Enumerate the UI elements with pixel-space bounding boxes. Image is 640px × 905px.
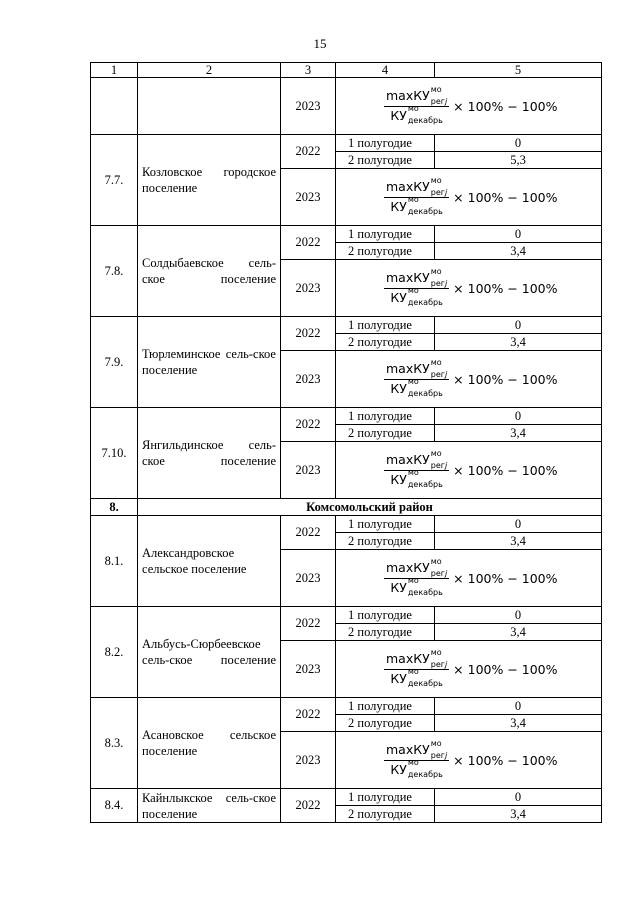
formula-fraction	[384, 266, 449, 307]
value-cell: 0	[435, 789, 602, 806]
row-number: 8.3.	[91, 698, 138, 789]
settlement-name: Кайнлыкское сель-ское поселение	[138, 789, 281, 823]
value-cell: 3,4	[435, 243, 602, 260]
year-cell: 2023	[281, 78, 336, 135]
header-col-2: 2	[138, 63, 281, 78]
table-row	[91, 789, 602, 806]
half-year-label: 1 полугодие	[336, 135, 435, 152]
formula-fraction	[384, 175, 449, 216]
formula	[384, 647, 558, 688]
row-number: 8.4.	[91, 789, 138, 823]
formula-tail: × 100% − 100%	[453, 189, 558, 205]
year-cell: 2022	[281, 408, 336, 442]
value-cell: 3,4	[435, 624, 602, 641]
table-row	[91, 135, 602, 152]
value-cell: 3,4	[435, 334, 602, 351]
formula-tail: × 100% − 100%	[453, 98, 558, 114]
half-year-label: 1 полугодие	[336, 408, 435, 425]
formula-cell	[336, 641, 602, 698]
formula-cell	[336, 260, 602, 317]
formula-cell	[336, 442, 602, 499]
formula-denominator: КУ мо декабрь	[390, 104, 443, 125]
settlement-name: Тюрлеминское сель-ское поселение	[138, 317, 281, 408]
formula	[384, 556, 558, 597]
half-year-label: 2 полугодие	[336, 334, 435, 351]
settlement-name: Асановское сельское поселение	[138, 698, 281, 789]
tariff-table	[90, 62, 602, 823]
header-col-3: 3	[281, 63, 336, 78]
header-col-4: 4	[336, 63, 435, 78]
formula	[384, 357, 558, 398]
half-year-label: 2 полугодие	[336, 243, 435, 260]
formula-tail: × 100% − 100%	[453, 462, 558, 478]
half-year-label: 1 полугодие	[336, 226, 435, 243]
value-cell: 0	[435, 317, 602, 334]
header-row	[91, 63, 602, 78]
formula-fraction	[384, 448, 449, 489]
formula-numerator: maxКУ мо регj	[386, 448, 448, 470]
value-cell: 3,4	[435, 533, 602, 550]
formula-denominator: КУ мо декабрь	[390, 667, 443, 688]
half-year-label: 1 полугодие	[336, 516, 435, 533]
value-cell: 0	[435, 698, 602, 715]
formula-cell	[336, 169, 602, 226]
year-cell: 2023	[281, 260, 336, 317]
formula-fraction	[384, 357, 449, 398]
year-cell: 2022	[281, 607, 336, 641]
formula-numerator: maxКУ мо регj	[386, 647, 448, 669]
settlement-name: Солдыбаевское сель-ское поселение	[138, 226, 281, 317]
year-cell: 2022	[281, 226, 336, 260]
year-cell: 2023	[281, 169, 336, 226]
formula-denominator: КУ мо декабрь	[390, 576, 443, 597]
header-col-1: 1	[91, 63, 138, 78]
table-row	[91, 607, 602, 624]
value-cell: 3,4	[435, 806, 602, 823]
half-year-label: 1 полугодие	[336, 789, 435, 806]
section-row	[91, 499, 602, 516]
table-row	[91, 408, 602, 425]
half-year-label: 2 полугодие	[336, 152, 435, 169]
row-number: 8.2.	[91, 607, 138, 698]
half-year-label: 1 полугодие	[336, 607, 435, 624]
year-cell: 2023	[281, 550, 336, 607]
half-year-label: 2 полугодие	[336, 425, 435, 442]
formula-denominator: КУ мо декабрь	[390, 377, 443, 398]
formula-cell	[336, 351, 602, 408]
formula	[384, 84, 558, 125]
year-cell: 2023	[281, 641, 336, 698]
section-title: Комсомольский район	[138, 499, 602, 516]
formula-numerator: maxКУ мо регj	[386, 175, 448, 197]
formula-tail: × 100% − 100%	[453, 570, 558, 586]
formula-cell	[336, 78, 602, 135]
formula-fraction	[384, 84, 449, 125]
half-year-label: 1 полугодие	[336, 698, 435, 715]
formula	[384, 448, 558, 489]
formula-numerator: maxКУ мо регj	[386, 738, 448, 760]
value-cell: 3,4	[435, 715, 602, 732]
year-cell: 2023	[281, 732, 336, 789]
settlement-name: Козловское городское поселение	[138, 135, 281, 226]
value-cell: 5,3	[435, 152, 602, 169]
year-cell: 2022	[281, 516, 336, 550]
value-cell: 0	[435, 226, 602, 243]
value-cell: 0	[435, 135, 602, 152]
formula-denominator: КУ мо декабрь	[390, 758, 443, 779]
formula-numerator: maxКУ мо регj	[386, 84, 448, 106]
row-number: 7.8.	[91, 226, 138, 317]
table-row	[91, 516, 602, 533]
formula-fraction	[384, 556, 449, 597]
formula-cell	[336, 732, 602, 789]
formula-tail: × 100% − 100%	[453, 371, 558, 387]
formula	[384, 175, 558, 216]
formula-denominator: КУ мо декабрь	[390, 468, 443, 489]
value-cell: 0	[435, 607, 602, 624]
value-cell: 0	[435, 516, 602, 533]
formula-numerator: maxКУ мо регj	[386, 556, 448, 578]
formula-cell	[336, 550, 602, 607]
section-number: 8.	[91, 499, 138, 516]
row-number: 7.9.	[91, 317, 138, 408]
half-year-label: 2 полугодие	[336, 533, 435, 550]
formula-tail: × 100% − 100%	[453, 752, 558, 768]
half-year-label: 2 полугодие	[336, 624, 435, 641]
row-number: 7.7.	[91, 135, 138, 226]
value-cell: 3,4	[435, 425, 602, 442]
formula-denominator: КУ мо декабрь	[390, 195, 443, 216]
formula-tail: × 100% − 100%	[453, 661, 558, 677]
half-year-label: 1 полугодие	[336, 317, 435, 334]
formula-tail: × 100% − 100%	[453, 280, 558, 296]
year-cell: 2022	[281, 789, 336, 823]
year-cell: 2022	[281, 698, 336, 732]
settlement-name: Альбусь-Сюрбеевское сель-ское поселение	[138, 607, 281, 698]
formula-denominator: КУ мо декабрь	[390, 286, 443, 307]
half-year-label: 2 полугодие	[336, 806, 435, 823]
year-cell: 2023	[281, 351, 336, 408]
row-number: 7.10.	[91, 408, 138, 499]
settlement-name: Янгильдинское сель-ское поселение	[138, 408, 281, 499]
year-cell: 2022	[281, 317, 336, 351]
table-row	[91, 226, 602, 243]
table-row	[91, 78, 602, 135]
formula	[384, 738, 558, 779]
page-number: 15	[313, 36, 327, 51]
formula-fraction	[384, 647, 449, 688]
table-row	[91, 317, 602, 334]
formula-numerator: maxКУ мо регj	[386, 266, 448, 288]
formula-numerator: maxКУ мо регj	[386, 357, 448, 379]
year-cell: 2023	[281, 442, 336, 499]
formula	[384, 266, 558, 307]
header-col-5: 5	[435, 63, 602, 78]
value-cell: 0	[435, 408, 602, 425]
row-number: 8.1.	[91, 516, 138, 607]
settlement-name: Александровское сельское поселение	[138, 516, 281, 607]
year-cell: 2022	[281, 135, 336, 169]
formula-fraction	[384, 738, 449, 779]
table-row	[91, 698, 602, 715]
half-year-label: 2 полугодие	[336, 715, 435, 732]
